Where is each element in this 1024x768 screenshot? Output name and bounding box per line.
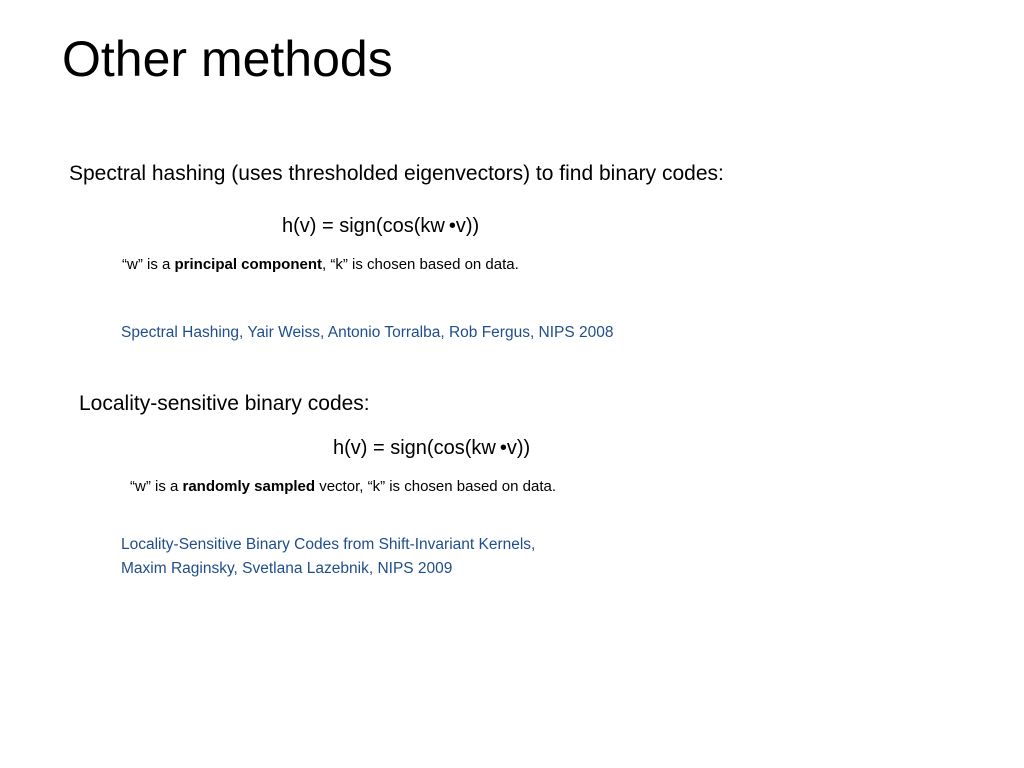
spectral-note-suffix: , “k” is chosen based on data. [322,256,519,273]
locality-note-prefix: “w” is a [130,478,183,495]
spectral-note-prefix: “w” is a [122,256,175,273]
locality-sensitive-formula: h(v) = sign(cos(kw •v)) [333,437,531,459]
locality-reference-line2: Maxim Raginsky, Svetlana Lazebnik, NIPS 2009 [121,560,453,577]
locality-sensitive-reference [121,533,535,581]
locality-note-bold: randomly sampled [182,478,316,495]
locality-sensitive-heading: Locality-sensitive binary codes: [79,392,370,415]
spectral-hashing-formula: h(v) = sign(cos(kw •v)) [282,215,480,237]
slide-title: Other methods [62,31,393,87]
locality-note-suffix: vector, “k” is chosen based on data. [315,478,557,495]
locality-reference-line1: Locality-Sensitive Binary Codes from Shift-Invariant Kernels, [121,536,536,553]
spectral-note-bold: principal component [174,256,323,273]
locality-sensitive-note [130,478,556,495]
spectral-hashing-note [122,256,519,273]
spectral-reference-text: Spectral Hashing, Yair Weiss, Antonio Torralba, Rob Fergus, NIPS 2008 [121,324,614,341]
spectral-hashing-heading: Spectral hashing (uses thresholded eigenvectors) to find binary codes: [69,162,724,185]
spectral-hashing-reference [121,321,614,345]
